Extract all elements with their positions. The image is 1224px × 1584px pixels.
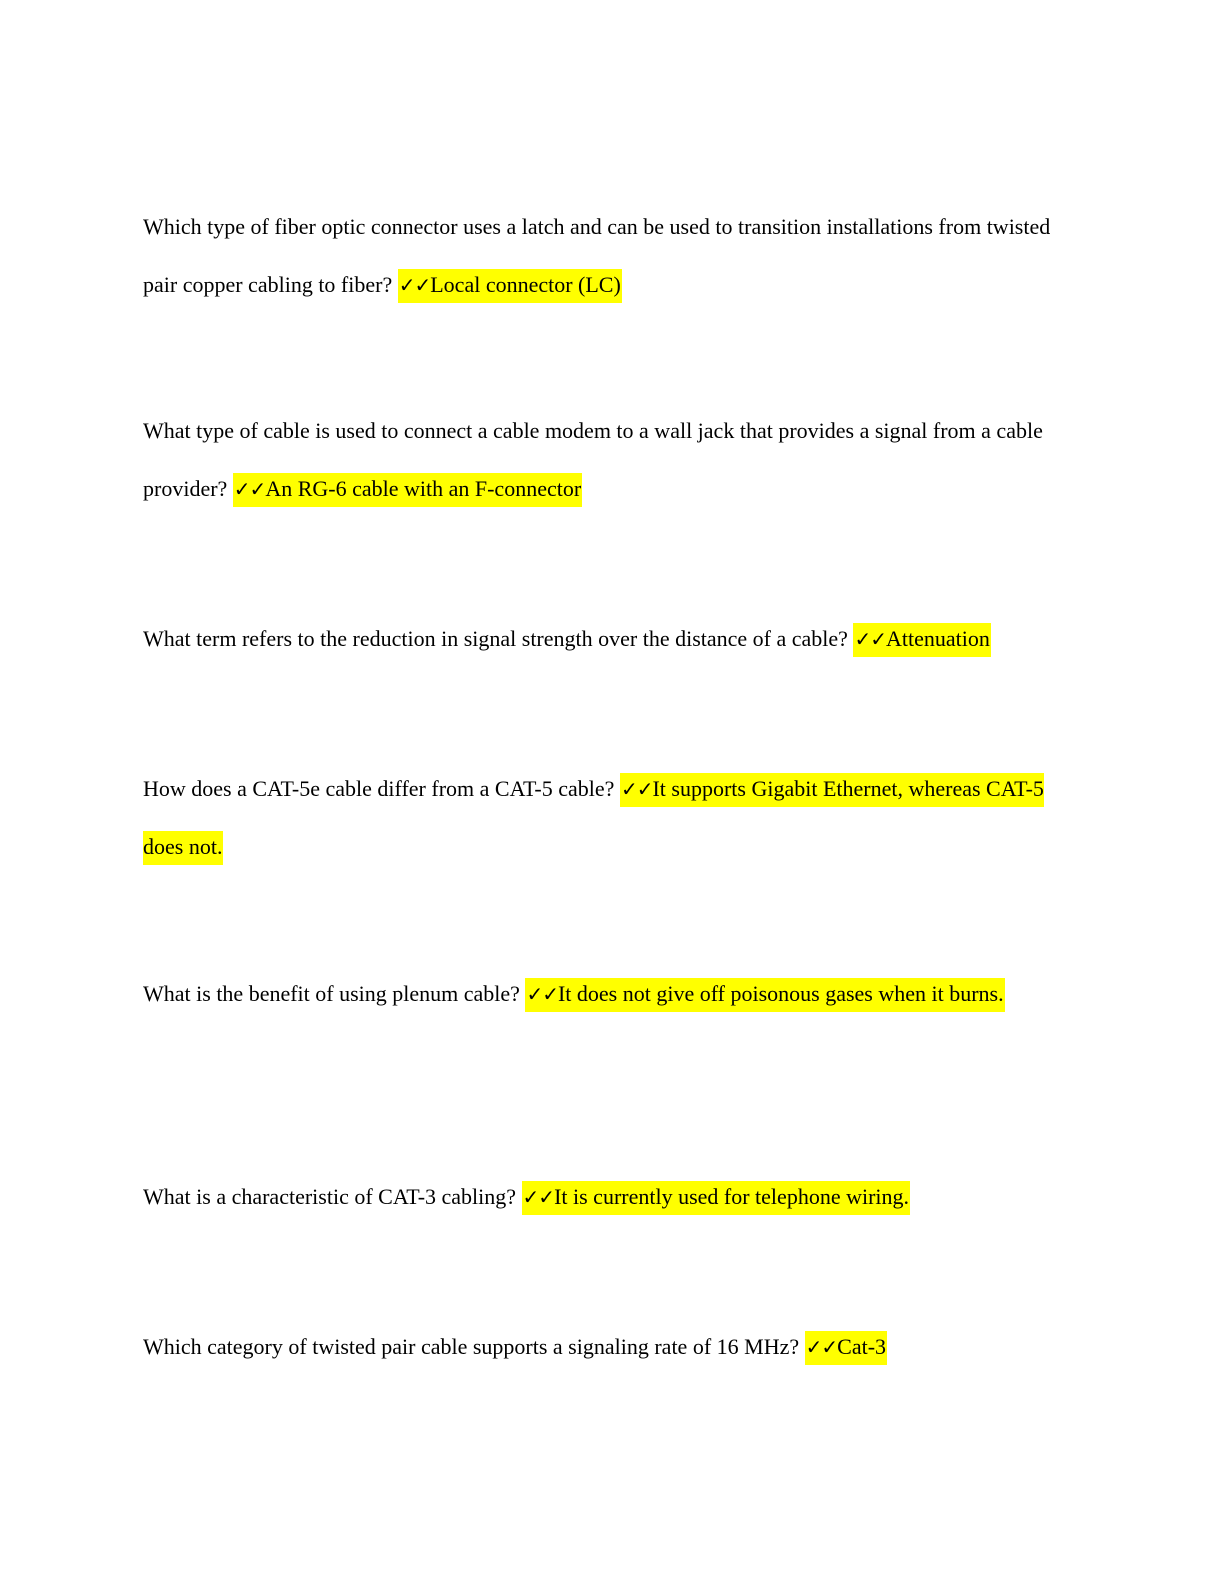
answer-text: Attenuation [885,626,990,651]
qa-item [143,402,1073,518]
qa-item [143,198,1073,314]
double-check-icon: ✓✓ [620,777,653,801]
answer-text: It does not give off poisonous gases when it burns. [557,981,1004,1006]
double-check-icon: ✓✓ [522,1185,555,1209]
question-text: What is the benefit of using plenum cable? [143,981,520,1006]
highlighted-answer [525,978,1004,1012]
question-text: How does a CAT-5e cable differ from a CAT-5 cable? [143,776,615,801]
question-text: Which category of twisted pair cable supports a signaling rate of 16 MHz? [143,1334,800,1359]
double-check-icon: ✓✓ [398,273,431,297]
qa-item [143,1318,1073,1376]
answer-text: It supports Gigabit Ethernet, whereas CAT-5 does not. [143,776,1044,859]
double-check-icon: ✓✓ [805,1335,838,1359]
question-text: Which type of fiber optic connector uses a latch and can be used to transition installations from twisted pair copper cabling to fiber? [143,214,1051,297]
highlighted-answer [853,623,990,657]
qa-item [143,1168,1073,1226]
answer-text: Local connector (LC) [430,272,621,297]
highlighted-answer [522,1181,910,1215]
double-check-icon: ✓✓ [854,627,886,651]
answer-text: An RG-6 cable with an F-connector [265,476,582,501]
qa-item [143,760,1073,876]
highlighted-answer [398,269,622,303]
qa-item [143,965,1073,1023]
question-text: What type of cable is used to connect a cable modem to a wall jack that provides a signal from a cable provider? [143,418,1043,501]
question-text: What term refers to the reduction in signal strength over the distance of a cable? [143,626,848,651]
question-text: What is a characteristic of CAT-3 cabling? [143,1184,517,1209]
double-check-icon: ✓✓ [233,477,266,501]
qa-item [143,610,1073,668]
highlighted-answer [805,1331,887,1365]
answer-text: It is currently used for telephone wiring. [554,1184,910,1209]
double-check-icon: ✓✓ [526,982,558,1006]
highlighted-answer [233,473,582,507]
answer-text: Cat-3 [837,1334,887,1359]
